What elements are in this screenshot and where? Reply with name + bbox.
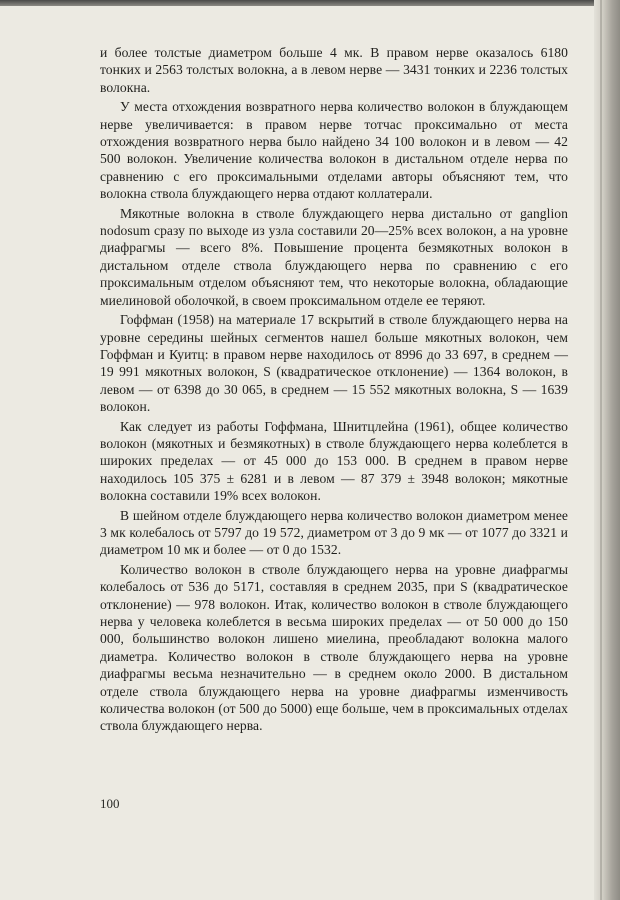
page-number: 100: [100, 796, 120, 811]
paragraph-2: У места отхождения возвратного нерва количество волокон в блуждающем нерве увеличивается: в правом нерве тотчас проксимально от места отхождения возвратного нерва было найдено 34 100 волокон и в левом — 42 500 волокон. Увеличение количества волокон в дистальном отделе нерва по сравнению с его проксимальными отделами авторы объясняют тем, что волокна ствола блуждающего нерва отдают коллатерали.: [100, 99, 568, 202]
book-spine-shadow: [594, 0, 620, 900]
paragraph-4: Гоффман (1958) на материале 17 вскрытий в стволе блуждающего нерва на уровне середины шейных сегментов нашел больше мякотных волокон, чем Гоффман и Куитц: в правом нерве находилось от 8996 до 33 697, в среднем — 19 991 мякотных волокон, S (квадратическое отклонение) — 1364 волокон, в левом — от 6398 до 30 065, в среднем — 15 552 мякотных волокна, S — 1639 волокон.: [100, 312, 568, 415]
page-text: [100, 44, 568, 737]
paragraph-3: Мякотные волокна в стволе блуждающего нерва дистально от ganglion nodosum сразу по выходе из узла составили 20—25% всех волокон, а на уровне диафрагмы — всего 8%. Повышение процента безмякотных волокон в дистальном отделе ствола блуждающего нерва по сравнению с его проксимальным отделом объясняют тем, что некоторые волокна, обладающие миелиновой оболочкой, в своем проксимальном отделе ее теряют.: [100, 205, 568, 308]
paragraph-5: Как следует из работы Гоффмана, Шнитцлейна (1961), общее количество волокон (мякотных и безмякотных) в стволе блуждающего нерва колеблется в широких пределах — от 45 000 до 153 000. В среднем в правом нерве находилось 105 375 ± 6281 и в левом — 87 379 ± 3948 волокон; мякотные волокна составили 19% всех волокон.: [100, 418, 568, 504]
paragraph-1: и более толстые диаметром больше 4 мк. В правом нерве оказалось 6180 тонких и 2563 толстых волокна, а в левом нерве — 3431 тонких и 2236 толстых волокна.: [100, 45, 568, 95]
page-top-edge: [0, 0, 620, 6]
paragraph-7: Количество волокон в стволе блуждающего нерва на уровне диафрагмы колебалось от 536 до 5171, составляя в среднем 2035, при S (квадратическое отклонение) — 978 волокон. Итак, количество волокон в стволе блуждающего нерва у человека колеблется в весьма широких пределах — от 50 000 до 150 000, большинство волокон лишено миелина, преобладают волокна малого диаметра. Количество волокон в стволе блуждающего нерва на уровне диафрагмы весьма незначительно — в среднем около 2000. В дистальном отделе ствола блуждающего нерва на уровне диафрагмы изменчивость количества волокон (от 500 до 5000) еще больше, чем в проксимальных отделах ствола блуждающего нерва.: [100, 561, 568, 734]
paragraph-6: В шейном отделе блуждающего нерва количество волокон диаметром менее 3 мк колебалось от 5797 до 19 572, диаметром от 3 до 9 мк — от 1077 до 3321 и диаметром 10 мк и более — от 0 до 1532.: [100, 507, 568, 558]
